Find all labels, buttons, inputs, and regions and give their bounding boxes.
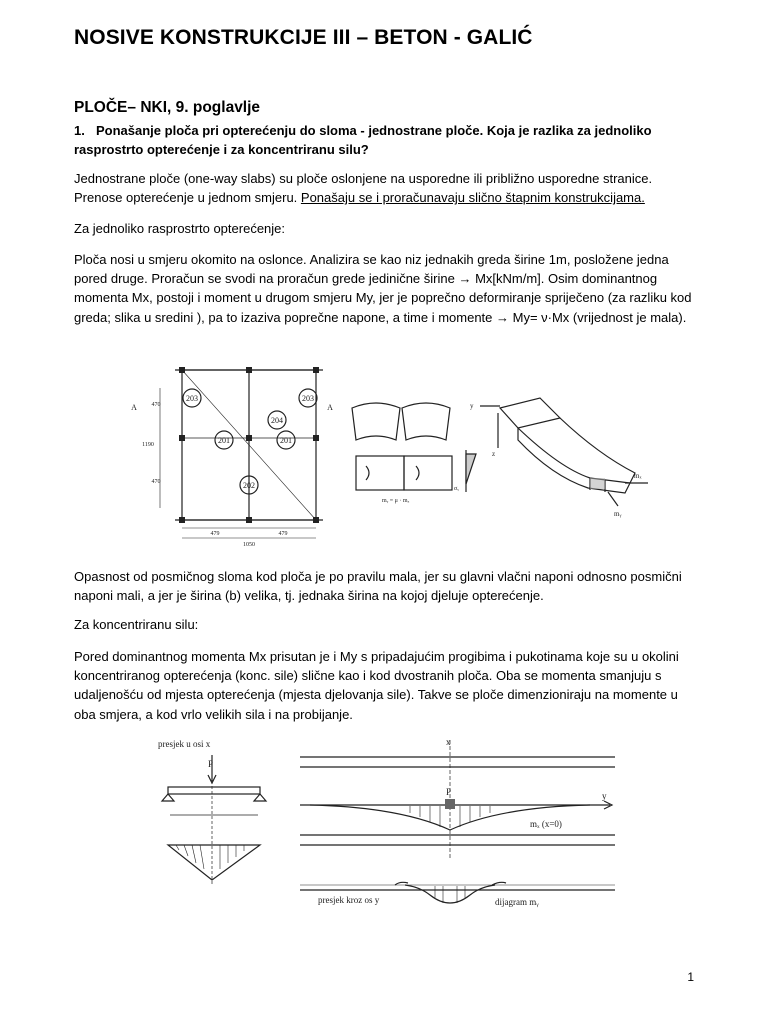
axis-label-z: z [492,450,496,458]
question-number: 1. [74,123,85,138]
section-title: PLOČE– NKI, 9. poglavlje [74,99,261,116]
plan-label-202: 202 [243,481,255,490]
question-1 [74,121,694,159]
intro-text: Jednostrane ploče (one-way slabs) su ploče oslonjene na usporedne ili približno usporedne stranice. Prenose opterećenje u jednom smjeru. [74,171,653,206]
bottom-caption: presjek kroz os y [318,895,380,905]
section-mark-a-left: A [131,403,137,412]
plan-strip-drawing [300,740,615,903]
plan-label-201b: 201 [280,436,292,445]
intro-underlined-text: Ponašaju se i proračunavaju slično štapnim konstrukcijama. [300,190,645,206]
my-label: dijagram mᵧ [495,897,539,907]
deformed-section-drawing [352,403,476,492]
load-label-right: P [446,787,452,797]
question-text: Ponašanje ploča pri opterećenju do sloma - jednostrane ploče. Koja je razlika za jednoliko rasprostrto opterećenje i za koncentriranu silu? [74,123,652,158]
axis-label-y: y [470,402,474,410]
strip-hatch [590,478,605,489]
axis-label-y-right: y [602,791,607,801]
figure-slab-plan-and-moments [120,358,650,553]
uniform-heading: Za jednoliko rasprostrto opterećenje: [74,221,286,236]
plan-label-201a: 201 [218,436,230,445]
axis-label-my: mᵧ [614,510,622,518]
strip-3d-drawing [480,398,648,506]
dim-479-left: 479 [210,531,220,537]
dim-1050: 1050 [243,542,255,548]
intro-paragraph [74,169,694,207]
dim-470-bottom: 470 [151,479,161,485]
axis-label-mx: mₓ [634,472,642,480]
moment-relation-label: mᵧ = μ · mₓ [382,498,410,504]
section-x-drawing [162,755,266,885]
shear-paragraph: Opasnost od posmičnog sloma kod ploča je po pravilu mala, jer su glavni vlačni naponi odnosno posmični naponi mali, a jer je širina (b) velika, tj. jednaka širina na kojoj djeluje opterećenje. [74,569,682,604]
load-label-left: P [208,759,214,769]
section-x-hatch [176,845,244,869]
slab-plan-drawing [160,370,323,538]
mx-label: mₓ (x=0) [530,819,562,829]
axis-label-x: x [446,737,451,747]
dim-479-right: 479 [278,531,288,537]
plan-label-204: 204 [271,416,283,425]
dim-1190: 1190 [142,442,154,448]
concentrated-body: Pored dominantnog momenta Mx prisutan je i My s pripadajućim progibima i pukotinama koje su u okolini koncentriranog opterećenja (konc. sile) slične kao i kod dvostranih ploča. Oba se momenta smanjuju s udaljenošću od mjesta opterećenja (mjesta djelovanja sile). Takve se ploče dimenzioniraju na momente u oba smjera, a kod vrlo velikih sila i na probijanje. [74,649,679,722]
page-number: 1 [687,970,694,984]
plan-load-block [445,799,455,809]
plan-label-203b: 203 [302,394,314,403]
figure-concentrated-load [150,735,620,920]
document-title: NOSIVE KONSTRUKCIJE III – BETON - GALIĆ [74,26,533,49]
concentrated-heading: Za koncentriranu silu: [74,617,199,632]
left-caption: presjek u osi x [158,739,211,749]
section-mark-a-right: A [327,403,333,412]
uniform-body: Ploča nosi u smjeru okomito na oslonce. Analizira se kao niz jednakih greda širine 1m, posložene jedna pored druge. Proračun se svodi na proračun grede jedinične širine → Mx[kNm/m]. Osim dominantnog momenta Mx, postoji i moment u drugom smjeru My, jer je poprečno deformiranje spriječeno (za razliku kod greda; slika u sredini ), pa to izaziva poprečne napone, a time i momente → My= ν·Mx (vrijednost je mala). [74,252,692,325]
dim-470-top: 470 [151,402,161,408]
plan-label-203a: 203 [186,394,198,403]
sigma-label: σᵧ [454,486,459,492]
